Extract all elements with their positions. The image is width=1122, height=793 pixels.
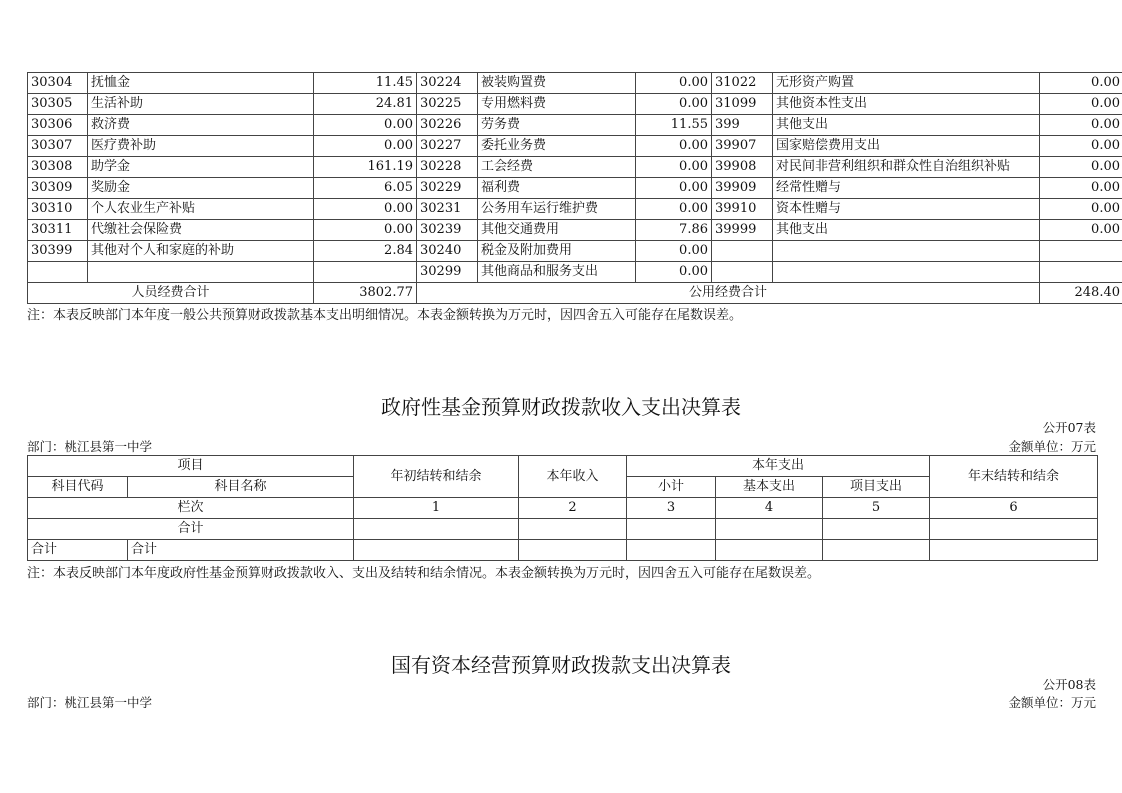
table-cell: 0.00	[1040, 220, 1122, 241]
table-cell: 0.00	[1040, 136, 1122, 157]
table-cell	[519, 540, 627, 561]
table-cell	[28, 262, 88, 283]
table-cell: 24.81	[314, 94, 417, 115]
column-number-1: 1	[354, 498, 519, 519]
table-cell: 30228	[417, 157, 478, 178]
public-total-label: 公用经费合计	[417, 283, 1040, 304]
table-cell	[930, 540, 1098, 561]
header-project-expense: 项目支出	[823, 477, 930, 498]
header-expense: 本年支出	[627, 456, 930, 477]
table-cell: 公务用车运行维护费	[478, 199, 636, 220]
table-cell: 对民间非营利组织和群众性自治组织补贴	[773, 157, 1040, 178]
table-cell: 0.00	[1040, 157, 1122, 178]
table-cell	[1040, 241, 1122, 262]
column-number-2: 2	[519, 498, 627, 519]
fund-amount-unit: 金额单位：万元	[1008, 439, 1096, 454]
table-cell: 无形资产购置	[773, 73, 1040, 94]
table-cell: 医疗费补助	[88, 136, 314, 157]
table-cell: 劳务费	[478, 115, 636, 136]
table-cell: 30309	[28, 178, 88, 199]
table-cell: 0.00	[636, 94, 712, 115]
table-cell	[773, 241, 1040, 262]
table-cell	[823, 540, 930, 561]
table-cell: 7.86	[636, 220, 712, 241]
table-cell	[930, 519, 1098, 540]
header-subject-name: 科目名称	[128, 477, 354, 498]
table-cell	[88, 262, 314, 283]
table-cell: 39907	[712, 136, 773, 157]
table-row	[28, 157, 1122, 178]
column-number-3: 3	[627, 498, 716, 519]
column-number-4: 4	[716, 498, 823, 519]
table-cell: 30231	[417, 199, 478, 220]
basic-expenditure-rows	[28, 73, 1122, 283]
table-cell: 0.00	[1040, 199, 1122, 220]
table-cell	[1040, 262, 1122, 283]
table-cell	[712, 241, 773, 262]
state-capital-form-number: 公开08表	[1042, 677, 1096, 692]
table-row	[28, 262, 1122, 283]
table-cell: 30224	[417, 73, 478, 94]
table-cell: 0.00	[636, 157, 712, 178]
table-cell: 其他交通费用	[478, 220, 636, 241]
fund-form-number: 公开07表	[1042, 420, 1096, 435]
table-cell: 0.00	[636, 241, 712, 262]
table-cell: 工会经费	[478, 157, 636, 178]
state-capital-amount-unit: 金额单位：万元	[1008, 695, 1096, 710]
table-cell: 30307	[28, 136, 88, 157]
table-cell: 39999	[712, 220, 773, 241]
table-row	[28, 178, 1122, 199]
header-income: 本年收入	[519, 456, 627, 498]
table-cell: 奖励金	[88, 178, 314, 199]
table-cell: 30311	[28, 220, 88, 241]
table-cell	[627, 540, 716, 561]
table-cell: 救济费	[88, 115, 314, 136]
total-subject-name: 合计	[128, 540, 354, 561]
table-cell: 0.00	[314, 220, 417, 241]
basic-expenditure-table	[27, 72, 1122, 304]
total-subject-code: 合计	[28, 540, 128, 561]
fund-table-note: 注：本表反映部门本年度政府性基金预算财政拨款收入、支出及结转和结余情况。本表金额转换为万元时，因四舍五入可能存在尾数误差。	[27, 566, 821, 581]
fund-table-title: 政府性基金预算财政拨款收入支出决算表	[381, 395, 741, 419]
table-cell: 30240	[417, 241, 478, 262]
table-cell: 0.00	[636, 262, 712, 283]
table1-note: 注：本表反映部门本年度一般公共预算财政拨款基本支出明细情况。本表金额转换为万元时，因四舍五入可能存在尾数误差。	[27, 308, 743, 323]
table-cell: 其他支出	[773, 115, 1040, 136]
table-cell	[314, 262, 417, 283]
table-cell: 0.00	[636, 136, 712, 157]
column-number-6: 6	[930, 498, 1098, 519]
table-cell: 30227	[417, 136, 478, 157]
header-basic-expense: 基本支出	[716, 477, 823, 498]
table-cell: 30229	[417, 178, 478, 199]
table-row	[28, 136, 1122, 157]
table-cell: 个人农业生产补贴	[88, 199, 314, 220]
table-cell	[712, 262, 773, 283]
table-cell: 0.00	[636, 178, 712, 199]
table-row	[28, 220, 1122, 241]
totals-row	[28, 283, 1122, 304]
table-cell: 代缴社会保险费	[88, 220, 314, 241]
table-cell: 39909	[712, 178, 773, 199]
table-cell: 30308	[28, 157, 88, 178]
fund-budget-table	[27, 455, 1098, 561]
table-cell: 30305	[28, 94, 88, 115]
state-capital-table-title: 国有资本经营预算财政拨款支出决算表	[391, 653, 731, 677]
table-cell: 30299	[417, 262, 478, 283]
table-cell	[354, 519, 519, 540]
table-cell: 委托业务费	[478, 136, 636, 157]
table-cell: 39908	[712, 157, 773, 178]
header-opening-balance: 年初结转和结余	[354, 456, 519, 498]
table-cell	[773, 262, 1040, 283]
table-cell: 31099	[712, 94, 773, 115]
table-cell: 30399	[28, 241, 88, 262]
table-cell: 0.00	[314, 199, 417, 220]
table-cell: 抚恤金	[88, 73, 314, 94]
table-cell	[519, 519, 627, 540]
table-cell: 0.00	[314, 115, 417, 136]
table-cell: 30310	[28, 199, 88, 220]
table-row	[28, 73, 1122, 94]
table-cell: 30225	[417, 94, 478, 115]
table-cell	[354, 540, 519, 561]
table-row	[28, 94, 1122, 115]
header-subject-code: 科目代码	[28, 477, 128, 498]
table-cell: 11.55	[636, 115, 712, 136]
table-cell: 30306	[28, 115, 88, 136]
table-cell: 0.00	[636, 199, 712, 220]
table-cell: 0.00	[1040, 94, 1122, 115]
header-subtotal: 小计	[627, 477, 716, 498]
table-cell	[716, 540, 823, 561]
table-cell	[627, 519, 716, 540]
table-cell: 0.00	[314, 136, 417, 157]
table-cell: 经常性赠与	[773, 178, 1040, 199]
table-cell: 39910	[712, 199, 773, 220]
table-cell: 30304	[28, 73, 88, 94]
table-cell: 31022	[712, 73, 773, 94]
column-number-label: 栏次	[28, 498, 354, 519]
fund-department: 部门：桃江县第一中学	[27, 439, 153, 454]
table-cell: 被装购置费	[478, 73, 636, 94]
state-capital-department: 部门：桃江县第一中学	[27, 695, 153, 710]
table-cell: 399	[712, 115, 773, 136]
table-cell: 助学金	[88, 157, 314, 178]
header-item: 项目	[28, 456, 354, 477]
table-cell: 资本性赠与	[773, 199, 1040, 220]
table-cell: 30226	[417, 115, 478, 136]
table-cell: 30239	[417, 220, 478, 241]
table-cell: 税金及附加费用	[478, 241, 636, 262]
table-cell: 0.00	[1040, 178, 1122, 199]
table-cell: 其他对个人和家庭的补助	[88, 241, 314, 262]
table-cell: 2.84	[314, 241, 417, 262]
table-cell: 11.45	[314, 73, 417, 94]
table-cell	[823, 519, 930, 540]
table-row	[28, 115, 1122, 136]
table-cell: 专用燃料费	[478, 94, 636, 115]
table-cell: 6.05	[314, 178, 417, 199]
table-row	[28, 199, 1122, 220]
table-cell: 生活补助	[88, 94, 314, 115]
table-cell: 161.19	[314, 157, 417, 178]
table-cell: 国家赔偿费用支出	[773, 136, 1040, 157]
column-number-5: 5	[823, 498, 930, 519]
personnel-total-value: 3802.77	[314, 283, 417, 304]
public-total-value: 248.40	[1040, 283, 1122, 304]
header-closing-balance: 年末结转和结余	[930, 456, 1098, 498]
personnel-total-label: 人员经费合计	[28, 283, 314, 304]
table-cell: 福利费	[478, 178, 636, 199]
table-cell: 0.00	[1040, 73, 1122, 94]
table-row	[28, 241, 1122, 262]
table-cell: 0.00	[1040, 115, 1122, 136]
table-cell: 其他资本性支出	[773, 94, 1040, 115]
table-cell: 其他支出	[773, 220, 1040, 241]
table-cell: 其他商品和服务支出	[478, 262, 636, 283]
total-row-label: 合计	[28, 519, 354, 540]
table-cell	[716, 519, 823, 540]
table-cell: 0.00	[636, 73, 712, 94]
